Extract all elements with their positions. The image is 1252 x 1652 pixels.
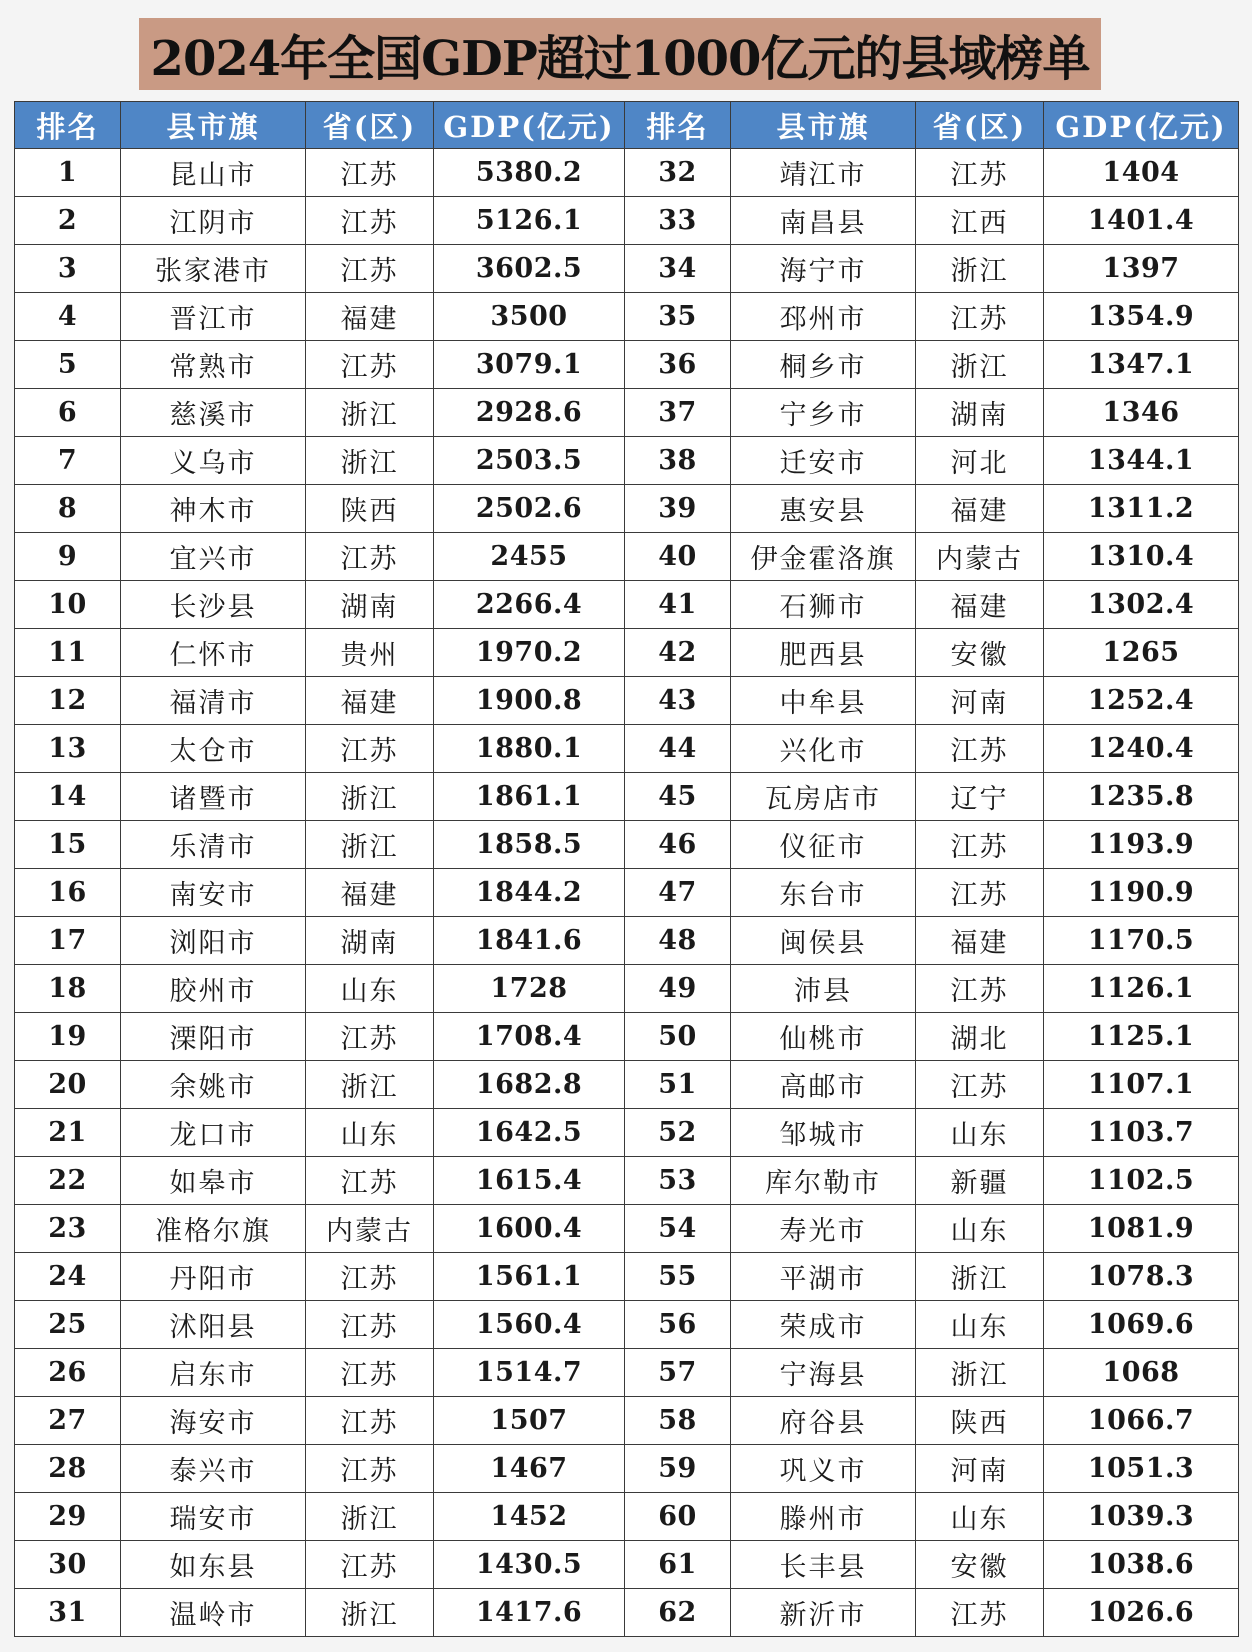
county-cell: 准格尔旗 bbox=[121, 1205, 306, 1253]
county-cell: 常熟市 bbox=[121, 341, 306, 389]
gdp-cell: 1038.6 bbox=[1044, 1541, 1239, 1589]
rank-cell: 32 bbox=[625, 149, 731, 197]
county-cell: 太仓市 bbox=[121, 725, 306, 773]
gdp-cell: 1103.7 bbox=[1044, 1109, 1239, 1157]
county-cell: 沭阳县 bbox=[121, 1301, 306, 1349]
province-cell: 江苏 bbox=[306, 1253, 434, 1301]
county-cell: 兴化市 bbox=[731, 725, 916, 773]
table-row bbox=[15, 1397, 1239, 1445]
county-cell: 海安市 bbox=[121, 1397, 306, 1445]
county-cell: 宁乡市 bbox=[731, 389, 916, 437]
province-cell: 贵州 bbox=[306, 629, 434, 677]
county-cell: 余姚市 bbox=[121, 1061, 306, 1109]
province-cell: 山东 bbox=[916, 1205, 1044, 1253]
table-row bbox=[15, 869, 1239, 917]
table-row bbox=[15, 1541, 1239, 1589]
table-row bbox=[15, 341, 1239, 389]
province-cell: 浙江 bbox=[306, 389, 434, 437]
gdp-cell: 1404 bbox=[1044, 149, 1239, 197]
table-row bbox=[15, 245, 1239, 293]
gdp-cell: 1170.5 bbox=[1044, 917, 1239, 965]
table-row bbox=[15, 485, 1239, 533]
rank-cell: 11 bbox=[15, 629, 121, 677]
rank-cell: 23 bbox=[15, 1205, 121, 1253]
gdp-cell: 1235.8 bbox=[1044, 773, 1239, 821]
rank-cell: 56 bbox=[625, 1301, 731, 1349]
gdp-cell: 1507 bbox=[434, 1397, 625, 1445]
rank-cell: 3 bbox=[15, 245, 121, 293]
province-cell: 福建 bbox=[916, 485, 1044, 533]
rank-cell: 55 bbox=[625, 1253, 731, 1301]
gdp-cell: 1081.9 bbox=[1044, 1205, 1239, 1253]
table-row bbox=[15, 1349, 1239, 1397]
rank-cell: 18 bbox=[15, 965, 121, 1013]
rank-cell: 7 bbox=[15, 437, 121, 485]
province-cell: 福建 bbox=[306, 293, 434, 341]
county-cell: 乐清市 bbox=[121, 821, 306, 869]
table-row bbox=[15, 533, 1239, 581]
province-cell: 江苏 bbox=[306, 341, 434, 389]
county-cell: 胶州市 bbox=[121, 965, 306, 1013]
province-cell: 福建 bbox=[916, 917, 1044, 965]
county-cell: 晋江市 bbox=[121, 293, 306, 341]
province-cell: 江苏 bbox=[916, 149, 1044, 197]
rank-cell: 46 bbox=[625, 821, 731, 869]
province-cell: 河南 bbox=[916, 1445, 1044, 1493]
gdp-cell: 3079.1 bbox=[434, 341, 625, 389]
rank-cell: 35 bbox=[625, 293, 731, 341]
gdp-cell: 2928.6 bbox=[434, 389, 625, 437]
table-row bbox=[15, 149, 1239, 197]
county-cell: 仁怀市 bbox=[121, 629, 306, 677]
rank-cell: 20 bbox=[15, 1061, 121, 1109]
province-cell: 福建 bbox=[306, 677, 434, 725]
province-cell: 陕西 bbox=[916, 1397, 1044, 1445]
county-cell: 邹城市 bbox=[731, 1109, 916, 1157]
rank-cell: 28 bbox=[15, 1445, 121, 1493]
gdp-cell: 3500 bbox=[434, 293, 625, 341]
province-cell: 江苏 bbox=[306, 1301, 434, 1349]
rank-cell: 15 bbox=[15, 821, 121, 869]
title-banner bbox=[139, 18, 1101, 90]
province-cell: 安徽 bbox=[916, 629, 1044, 677]
province-cell: 浙江 bbox=[306, 437, 434, 485]
province-cell: 山东 bbox=[916, 1109, 1044, 1157]
gdp-cell: 1302.4 bbox=[1044, 581, 1239, 629]
table-row bbox=[15, 293, 1239, 341]
gdp-cell: 1880.1 bbox=[434, 725, 625, 773]
gdp-cell: 1240.4 bbox=[1044, 725, 1239, 773]
table-row bbox=[15, 437, 1239, 485]
rank-cell: 60 bbox=[625, 1493, 731, 1541]
gdp-cell: 1026.6 bbox=[1044, 1589, 1239, 1637]
table-row bbox=[15, 1253, 1239, 1301]
rank-cell: 37 bbox=[625, 389, 731, 437]
province-cell: 江苏 bbox=[916, 293, 1044, 341]
rank-cell: 8 bbox=[15, 485, 121, 533]
rank-cell: 24 bbox=[15, 1253, 121, 1301]
gdp-cell: 1728 bbox=[434, 965, 625, 1013]
province-cell: 浙江 bbox=[306, 1061, 434, 1109]
province-cell: 浙江 bbox=[306, 773, 434, 821]
rank-cell: 5 bbox=[15, 341, 121, 389]
gdp-cell: 5126.1 bbox=[434, 197, 625, 245]
gdp-cell: 1682.8 bbox=[434, 1061, 625, 1109]
county-cell: 丹阳市 bbox=[121, 1253, 306, 1301]
rank-cell: 54 bbox=[625, 1205, 731, 1253]
county-cell: 诸暨市 bbox=[121, 773, 306, 821]
gdp-cell: 1561.1 bbox=[434, 1253, 625, 1301]
gdp-cell: 1066.7 bbox=[1044, 1397, 1239, 1445]
rank-cell: 48 bbox=[625, 917, 731, 965]
gdp-cell: 1397 bbox=[1044, 245, 1239, 293]
county-cell: 溧阳市 bbox=[121, 1013, 306, 1061]
county-cell: 闽侯县 bbox=[731, 917, 916, 965]
gdp-cell: 1467 bbox=[434, 1445, 625, 1493]
county-cell: 高邮市 bbox=[731, 1061, 916, 1109]
province-cell: 福建 bbox=[916, 581, 1044, 629]
gdp-cell: 1346 bbox=[1044, 389, 1239, 437]
gdp-cell: 1265 bbox=[1044, 629, 1239, 677]
rank-cell: 42 bbox=[625, 629, 731, 677]
province-cell: 浙江 bbox=[306, 821, 434, 869]
rank-cell: 47 bbox=[625, 869, 731, 917]
province-cell: 浙江 bbox=[916, 245, 1044, 293]
county-cell: 昆山市 bbox=[121, 149, 306, 197]
county-cell: 桐乡市 bbox=[731, 341, 916, 389]
county-cell: 府谷县 bbox=[731, 1397, 916, 1445]
rank-cell: 36 bbox=[625, 341, 731, 389]
county-cell: 长沙县 bbox=[121, 581, 306, 629]
rank-cell: 17 bbox=[15, 917, 121, 965]
county-cell: 东台市 bbox=[731, 869, 916, 917]
gdp-cell: 1347.1 bbox=[1044, 341, 1239, 389]
county-cell: 宁海县 bbox=[731, 1349, 916, 1397]
rank-cell: 62 bbox=[625, 1589, 731, 1637]
county-cell: 瑞安市 bbox=[121, 1493, 306, 1541]
gdp-cell: 1051.3 bbox=[1044, 1445, 1239, 1493]
county-cell: 宜兴市 bbox=[121, 533, 306, 581]
rank-cell: 19 bbox=[15, 1013, 121, 1061]
gdp-cell: 1858.5 bbox=[434, 821, 625, 869]
province-cell: 陕西 bbox=[306, 485, 434, 533]
province-cell: 福建 bbox=[306, 869, 434, 917]
gdp-cell: 1190.9 bbox=[1044, 869, 1239, 917]
rank-cell: 41 bbox=[625, 581, 731, 629]
rank-cell: 44 bbox=[625, 725, 731, 773]
county-cell: 惠安县 bbox=[731, 485, 916, 533]
rank-cell: 6 bbox=[15, 389, 121, 437]
rank-cell: 50 bbox=[625, 1013, 731, 1061]
province-cell: 辽宁 bbox=[916, 773, 1044, 821]
table-row bbox=[15, 1301, 1239, 1349]
rank-cell: 53 bbox=[625, 1157, 731, 1205]
province-cell: 山东 bbox=[916, 1301, 1044, 1349]
province-cell: 江苏 bbox=[306, 149, 434, 197]
page-title: 2024年全国GDP超过1000亿元的县域榜单 bbox=[150, 30, 1090, 87]
rank-cell: 39 bbox=[625, 485, 731, 533]
county-cell: 长丰县 bbox=[731, 1541, 916, 1589]
province-cell: 湖南 bbox=[916, 389, 1044, 437]
table-row bbox=[15, 725, 1239, 773]
table-row bbox=[15, 965, 1239, 1013]
gdp-cell: 1452 bbox=[434, 1493, 625, 1541]
county-cell: 荣成市 bbox=[731, 1301, 916, 1349]
province-cell: 江苏 bbox=[916, 1061, 1044, 1109]
gdp-cell: 1970.2 bbox=[434, 629, 625, 677]
province-cell: 山东 bbox=[306, 965, 434, 1013]
table-row bbox=[15, 1493, 1239, 1541]
province-cell: 山东 bbox=[306, 1109, 434, 1157]
county-cell: 瓦房店市 bbox=[731, 773, 916, 821]
province-cell: 浙江 bbox=[306, 1589, 434, 1637]
province-cell: 浙江 bbox=[306, 1493, 434, 1541]
rank-cell: 51 bbox=[625, 1061, 731, 1109]
province-cell: 江苏 bbox=[306, 1445, 434, 1493]
county-cell: 库尔勒市 bbox=[731, 1157, 916, 1205]
province-cell: 内蒙古 bbox=[916, 533, 1044, 581]
rank-cell: 4 bbox=[15, 293, 121, 341]
column-header-gdp: GDP(亿元) bbox=[434, 102, 625, 149]
table-row bbox=[15, 1061, 1239, 1109]
province-cell: 江苏 bbox=[916, 1589, 1044, 1637]
rank-cell: 27 bbox=[15, 1397, 121, 1445]
province-cell: 江苏 bbox=[306, 1541, 434, 1589]
rank-cell: 14 bbox=[15, 773, 121, 821]
rank-cell: 29 bbox=[15, 1493, 121, 1541]
column-header-province: 省(区) bbox=[916, 102, 1044, 149]
rank-cell: 38 bbox=[625, 437, 731, 485]
rank-cell: 16 bbox=[15, 869, 121, 917]
gdp-cell: 1039.3 bbox=[1044, 1493, 1239, 1541]
gdp-cell: 1844.2 bbox=[434, 869, 625, 917]
rank-cell: 34 bbox=[625, 245, 731, 293]
gdp-cell: 1193.9 bbox=[1044, 821, 1239, 869]
table-row bbox=[15, 1205, 1239, 1253]
county-cell: 迁安市 bbox=[731, 437, 916, 485]
county-cell: 巩义市 bbox=[731, 1445, 916, 1493]
gdp-cell: 1102.5 bbox=[1044, 1157, 1239, 1205]
county-cell: 义乌市 bbox=[121, 437, 306, 485]
gdp-cell: 1900.8 bbox=[434, 677, 625, 725]
rank-cell: 43 bbox=[625, 677, 731, 725]
county-cell: 伊金霍洛旗 bbox=[731, 533, 916, 581]
table-row bbox=[15, 1013, 1239, 1061]
gdp-cell: 1310.4 bbox=[1044, 533, 1239, 581]
county-cell: 靖江市 bbox=[731, 149, 916, 197]
rank-cell: 52 bbox=[625, 1109, 731, 1157]
gdp-cell: 1354.9 bbox=[1044, 293, 1239, 341]
rank-cell: 40 bbox=[625, 533, 731, 581]
county-cell: 石狮市 bbox=[731, 581, 916, 629]
province-cell: 江苏 bbox=[916, 821, 1044, 869]
gdp-cell: 1642.5 bbox=[434, 1109, 625, 1157]
province-cell: 江苏 bbox=[306, 1349, 434, 1397]
rank-cell: 13 bbox=[15, 725, 121, 773]
province-cell: 江苏 bbox=[306, 1397, 434, 1445]
column-header-county: 县市旗 bbox=[121, 102, 306, 149]
county-cell: 泰兴市 bbox=[121, 1445, 306, 1493]
province-cell: 山东 bbox=[916, 1493, 1044, 1541]
province-cell: 江苏 bbox=[306, 197, 434, 245]
table-row bbox=[15, 1589, 1239, 1637]
gdp-cell: 2502.6 bbox=[434, 485, 625, 533]
gdp-cell: 1514.7 bbox=[434, 1349, 625, 1397]
rank-cell: 12 bbox=[15, 677, 121, 725]
gdp-cell: 2266.4 bbox=[434, 581, 625, 629]
table-body bbox=[15, 149, 1239, 1637]
column-header-county: 县市旗 bbox=[731, 102, 916, 149]
gdp-cell: 5380.2 bbox=[434, 149, 625, 197]
county-cell: 寿光市 bbox=[731, 1205, 916, 1253]
gdp-cell: 2503.5 bbox=[434, 437, 625, 485]
rank-cell: 57 bbox=[625, 1349, 731, 1397]
province-cell: 内蒙古 bbox=[306, 1205, 434, 1253]
gdp-cell: 1125.1 bbox=[1044, 1013, 1239, 1061]
province-cell: 江苏 bbox=[916, 965, 1044, 1013]
county-cell: 神木市 bbox=[121, 485, 306, 533]
province-cell: 安徽 bbox=[916, 1541, 1044, 1589]
county-cell: 仙桃市 bbox=[731, 1013, 916, 1061]
province-cell: 浙江 bbox=[916, 1253, 1044, 1301]
province-cell: 新疆 bbox=[916, 1157, 1044, 1205]
rank-cell: 58 bbox=[625, 1397, 731, 1445]
gdp-cell: 1861.1 bbox=[434, 773, 625, 821]
gdp-cell: 2455 bbox=[434, 533, 625, 581]
gdp-cell: 1560.4 bbox=[434, 1301, 625, 1349]
province-cell: 湖南 bbox=[306, 917, 434, 965]
table-row bbox=[15, 773, 1239, 821]
gdp-cell: 1708.4 bbox=[434, 1013, 625, 1061]
rank-cell: 59 bbox=[625, 1445, 731, 1493]
table-row bbox=[15, 581, 1239, 629]
county-cell: 南安市 bbox=[121, 869, 306, 917]
rank-cell: 49 bbox=[625, 965, 731, 1013]
county-cell: 仪征市 bbox=[731, 821, 916, 869]
county-cell: 如东县 bbox=[121, 1541, 306, 1589]
rank-cell: 1 bbox=[15, 149, 121, 197]
county-cell: 滕州市 bbox=[731, 1493, 916, 1541]
table-row bbox=[15, 1157, 1239, 1205]
rank-cell: 2 bbox=[15, 197, 121, 245]
column-header-gdp: GDP(亿元) bbox=[1044, 102, 1239, 149]
province-cell: 江苏 bbox=[306, 725, 434, 773]
table-row bbox=[15, 389, 1239, 437]
province-cell: 江苏 bbox=[306, 533, 434, 581]
county-cell: 江阴市 bbox=[121, 197, 306, 245]
rank-cell: 10 bbox=[15, 581, 121, 629]
rank-cell: 9 bbox=[15, 533, 121, 581]
table-row bbox=[15, 1109, 1239, 1157]
rank-cell: 25 bbox=[15, 1301, 121, 1349]
county-cell: 沛县 bbox=[731, 965, 916, 1013]
table-row bbox=[15, 677, 1239, 725]
county-cell: 张家港市 bbox=[121, 245, 306, 293]
gdp-cell: 1078.3 bbox=[1044, 1253, 1239, 1301]
gdp-cell: 1252.4 bbox=[1044, 677, 1239, 725]
gdp-cell: 1841.6 bbox=[434, 917, 625, 965]
province-cell: 河北 bbox=[916, 437, 1044, 485]
table-row bbox=[15, 821, 1239, 869]
province-cell: 江苏 bbox=[306, 1013, 434, 1061]
column-header-rank: 排名 bbox=[625, 102, 731, 149]
province-cell: 江苏 bbox=[306, 1157, 434, 1205]
gdp-cell: 1068 bbox=[1044, 1349, 1239, 1397]
column-header-province: 省(区) bbox=[306, 102, 434, 149]
rank-cell: 61 bbox=[625, 1541, 731, 1589]
county-cell: 南昌县 bbox=[731, 197, 916, 245]
gdp-cell: 1600.4 bbox=[434, 1205, 625, 1253]
province-cell: 江苏 bbox=[916, 725, 1044, 773]
county-cell: 邳州市 bbox=[731, 293, 916, 341]
rank-cell: 45 bbox=[625, 773, 731, 821]
rank-cell: 26 bbox=[15, 1349, 121, 1397]
rank-cell: 30 bbox=[15, 1541, 121, 1589]
province-cell: 江苏 bbox=[916, 869, 1044, 917]
table-header-row bbox=[15, 102, 1239, 149]
gdp-cell: 1344.1 bbox=[1044, 437, 1239, 485]
county-cell: 浏阳市 bbox=[121, 917, 306, 965]
province-cell: 浙江 bbox=[916, 341, 1044, 389]
gdp-cell: 1401.4 bbox=[1044, 197, 1239, 245]
table-row bbox=[15, 197, 1239, 245]
gdp-cell: 1107.1 bbox=[1044, 1061, 1239, 1109]
rank-cell: 21 bbox=[15, 1109, 121, 1157]
county-cell: 龙口市 bbox=[121, 1109, 306, 1157]
rank-cell: 31 bbox=[15, 1589, 121, 1637]
county-cell: 新沂市 bbox=[731, 1589, 916, 1637]
table-row bbox=[15, 1445, 1239, 1493]
gdp-cell: 1417.6 bbox=[434, 1589, 625, 1637]
gdp-cell: 1069.6 bbox=[1044, 1301, 1239, 1349]
county-cell: 启东市 bbox=[121, 1349, 306, 1397]
province-cell: 湖北 bbox=[916, 1013, 1044, 1061]
column-header-rank: 排名 bbox=[15, 102, 121, 149]
province-cell: 江苏 bbox=[306, 245, 434, 293]
county-cell: 平湖市 bbox=[731, 1253, 916, 1301]
rank-cell: 22 bbox=[15, 1157, 121, 1205]
table-row bbox=[15, 629, 1239, 677]
province-cell: 浙江 bbox=[916, 1349, 1044, 1397]
county-cell: 温岭市 bbox=[121, 1589, 306, 1637]
gdp-cell: 3602.5 bbox=[434, 245, 625, 293]
province-cell: 江西 bbox=[916, 197, 1044, 245]
gdp-cell: 1430.5 bbox=[434, 1541, 625, 1589]
gdp-ranking-table bbox=[14, 101, 1239, 1637]
county-cell: 肥西县 bbox=[731, 629, 916, 677]
province-cell: 湖南 bbox=[306, 581, 434, 629]
county-cell: 中牟县 bbox=[731, 677, 916, 725]
table-row bbox=[15, 917, 1239, 965]
rank-cell: 33 bbox=[625, 197, 731, 245]
county-cell: 海宁市 bbox=[731, 245, 916, 293]
gdp-cell: 1126.1 bbox=[1044, 965, 1239, 1013]
gdp-cell: 1311.2 bbox=[1044, 485, 1239, 533]
county-cell: 如皋市 bbox=[121, 1157, 306, 1205]
gdp-cell: 1615.4 bbox=[434, 1157, 625, 1205]
county-cell: 福清市 bbox=[121, 677, 306, 725]
county-cell: 慈溪市 bbox=[121, 389, 306, 437]
province-cell: 河南 bbox=[916, 677, 1044, 725]
